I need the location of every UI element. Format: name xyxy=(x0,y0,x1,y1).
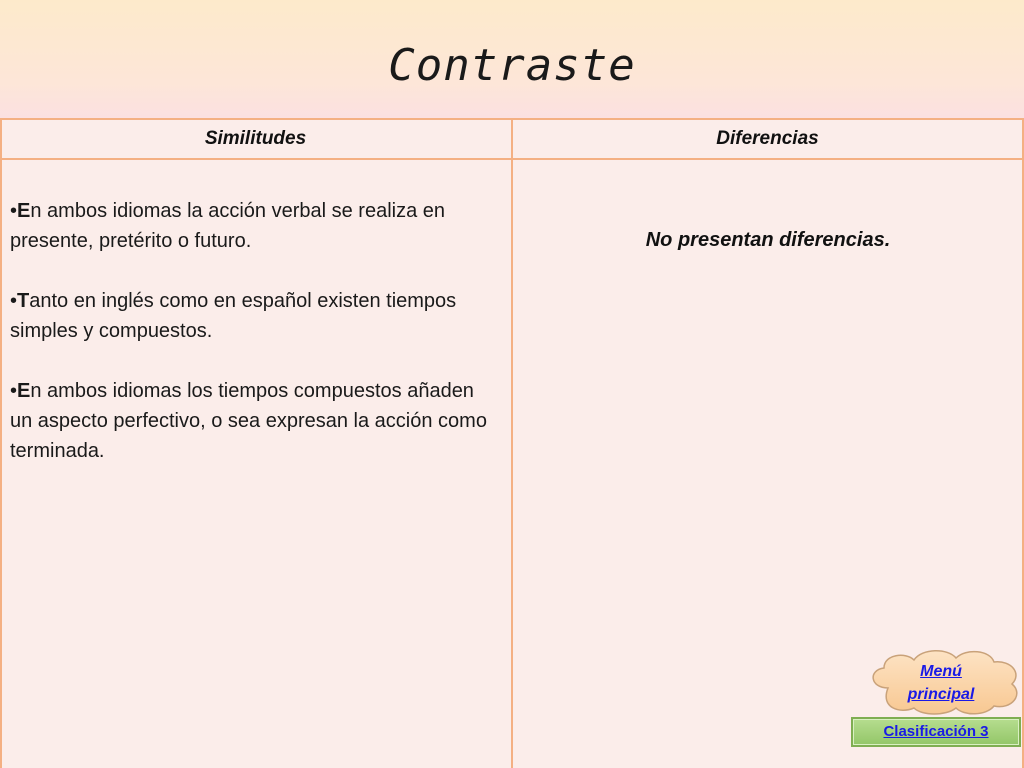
similitud-text: anto en inglés como en español existen tiempos simples y compuestos. xyxy=(10,290,457,342)
bullet: • xyxy=(10,200,18,222)
menu-principal-button[interactable] xyxy=(866,648,1024,716)
similitud-text: n ambos idiomas la acción verbal se realiza en presente, pretérito o futuro. xyxy=(10,200,446,252)
similitud-item xyxy=(10,196,500,256)
bullet: • xyxy=(10,380,18,402)
menu-line-2: principal xyxy=(907,686,975,703)
initial-letter: E xyxy=(17,380,31,402)
slide-title: Contraste xyxy=(388,40,636,91)
similitudes-cell xyxy=(10,196,500,496)
initial-letter: E xyxy=(17,200,31,222)
menu-principal-label xyxy=(866,660,1016,706)
clasificacion-3-button[interactable]: Clasificación 3 xyxy=(851,717,1021,747)
initial-letter: T xyxy=(17,290,30,312)
similitud-item xyxy=(10,376,500,466)
similitud-text: n ambos idiomas los tiempos compuestos añaden un aspecto perfectivo, o sea expresan la acción como terminada. xyxy=(10,380,487,462)
similitud-item xyxy=(10,286,500,346)
menu-line-1: Menú xyxy=(920,663,962,680)
header-diferencias: Diferencias xyxy=(716,128,819,149)
diferencias-text: No presentan diferencias. xyxy=(645,229,891,251)
table-column-divider xyxy=(511,118,513,768)
bullet: • xyxy=(10,290,18,312)
table-left-border xyxy=(0,118,2,768)
header-similitudes: Similitudes xyxy=(204,128,307,149)
